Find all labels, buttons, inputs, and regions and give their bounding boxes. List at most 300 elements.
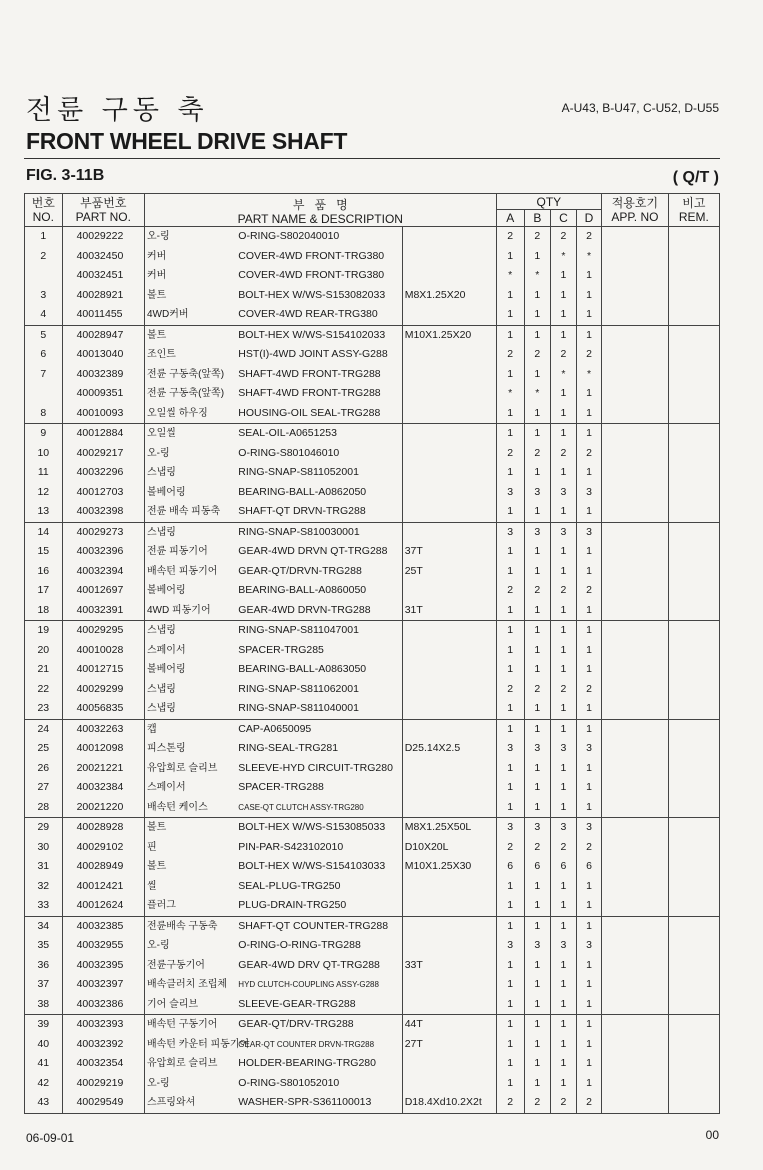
row-qty-d: 1 [576, 305, 601, 325]
row-app-no [602, 305, 669, 325]
row-no: 11 [25, 463, 63, 483]
row-qty-d: 2 [576, 345, 601, 365]
row-spec [402, 641, 496, 661]
row-name-english: PLUG-DRAIN-TRG250 [236, 896, 402, 916]
table-row [25, 621, 720, 641]
row-spec [402, 916, 496, 936]
row-qty-c: 1 [550, 956, 576, 976]
row-part-no: 40012624 [62, 896, 144, 916]
row-qty-a: 1 [496, 956, 524, 976]
col-header-part-name: 부 품 명 PART NAME & DESCRIPTION [144, 194, 496, 227]
row-app-no [602, 247, 669, 267]
page-title-english: FRONT WHEEL DRIVE SHAFT [26, 128, 348, 154]
row-spec: D18.4Xd10.2X2t [402, 1093, 496, 1113]
row-qty-b: 2 [524, 581, 550, 601]
row-no: 32 [25, 877, 63, 897]
row-remark [668, 896, 719, 916]
row-name-korean: 오일씰 [146, 428, 176, 439]
row-remark [668, 660, 719, 680]
row-qty-a: 2 [496, 444, 524, 464]
row-part-no: 40056835 [62, 699, 144, 719]
table-row [25, 581, 720, 601]
table-row [25, 641, 720, 661]
row-remark [668, 838, 719, 858]
row-no: 37 [25, 975, 63, 995]
table-row [25, 759, 720, 779]
row-part-no: 40032393 [62, 1015, 144, 1035]
row-name-korean: 커버 [146, 270, 167, 281]
row-qty-b: 1 [524, 286, 550, 306]
row-qty-d: 1 [576, 896, 601, 916]
row-spec: 27T [402, 1035, 496, 1055]
row-qty-b: 1 [524, 956, 550, 976]
page-title-korean: 전륜 구동 축 [26, 95, 209, 126]
row-qty-a: 1 [496, 305, 524, 325]
table-row [25, 542, 720, 562]
row-no: 25 [25, 739, 63, 759]
row-part-no: 40032392 [62, 1035, 144, 1055]
row-qty-c: 1 [550, 719, 576, 739]
row-part-no: 40032395 [62, 956, 144, 976]
row-spec [402, 502, 496, 522]
row-name-korean: 전륜 피동기어 [146, 546, 208, 557]
row-qty-a: 1 [496, 247, 524, 267]
row-name-korean: 배속턴 구동기어 [146, 1019, 218, 1030]
table-row [25, 778, 720, 798]
row-qty-d: 2 [576, 444, 601, 464]
row-name-english: HOUSING-OIL SEAL-TRG288 [236, 404, 402, 424]
row-spec: M10X1.25X30 [402, 857, 496, 877]
row-qty-d: 1 [576, 325, 601, 345]
model-code: ( Q/T ) [672, 169, 719, 186]
row-qty-b: 3 [524, 483, 550, 503]
row-name-english: HOLDER-BEARING-TRG280 [238, 1057, 376, 1069]
row-part-no: 40032394 [62, 562, 144, 582]
row-remark [668, 483, 719, 503]
row-app-no [602, 1015, 669, 1035]
row-qty-a: 1 [496, 641, 524, 661]
row-name-korean: 배속턴 케이스 [144, 798, 236, 818]
row-qty-b: 1 [524, 601, 550, 621]
row-qty-a: 3 [496, 818, 524, 838]
row-part-no: 40029549 [62, 1093, 144, 1113]
row-qty-a: 3 [496, 936, 524, 956]
row-remark [668, 1074, 719, 1094]
row-qty-a: 1 [496, 404, 524, 424]
row-name-english: PIN-PAR-S423102010 [238, 840, 344, 853]
row-remark [668, 699, 719, 719]
row-name-english: BOLT-HEX W/WS-S153085033 [238, 821, 386, 833]
row-spec [402, 483, 496, 503]
row-no: 42 [25, 1074, 63, 1094]
row-qty-b: 1 [524, 463, 550, 483]
row-name-english: BOLT-HEX W/WS-S153082033 [238, 288, 386, 301]
row-qty-c: * [550, 365, 576, 385]
row-spec: M10X1.25X20 [402, 325, 496, 345]
table-row [25, 601, 720, 621]
row-name-english: O-RING-O-RING-TRG288 [238, 939, 361, 951]
col-header-qty-b: B [524, 210, 550, 227]
row-qty-c: 1 [550, 286, 576, 306]
table-row [25, 444, 720, 464]
row-qty-a: 1 [496, 1015, 524, 1035]
row-name-english: COVER-4WD FRONT-TRG380 [238, 269, 385, 281]
row-qty-a: 2 [496, 345, 524, 365]
row-remark [668, 286, 719, 306]
footer-page: 00 [705, 1128, 719, 1142]
row-qty-a: 1 [496, 365, 524, 385]
row-qty-c: 1 [550, 1035, 576, 1055]
row-app-no [602, 719, 669, 739]
col-header-qty: QTY [496, 194, 601, 210]
row-qty-c: 1 [550, 424, 576, 444]
row-qty-b: 1 [524, 995, 550, 1015]
col-header-app-no: 적용호기 APP. NO [602, 194, 669, 227]
row-remark [668, 1015, 719, 1035]
row-spec [402, 778, 496, 798]
row-spec: 44T [402, 1015, 496, 1035]
row-app-no [602, 995, 669, 1015]
row-app-no [602, 838, 669, 858]
row-spec [402, 680, 496, 700]
row-no: 17 [25, 581, 63, 601]
row-qty-c: 2 [550, 680, 576, 700]
row-qty-d: 2 [576, 227, 601, 247]
row-qty-b: 1 [524, 719, 550, 739]
row-name-english: GEAR-QT/DRVN-TRG288 [238, 564, 362, 577]
row-remark [668, 404, 719, 424]
row-name-korean: 조인트 [146, 349, 176, 360]
row-name-english: SHAFT-4WD FRONT-TRG288 [238, 367, 381, 380]
row-app-no [602, 345, 669, 365]
row-qty-c: 1 [550, 463, 576, 483]
row-spec [402, 936, 496, 956]
row-app-no [602, 759, 669, 779]
table-row [25, 502, 720, 522]
row-name-korean: 플러그 [144, 896, 236, 916]
row-no [25, 266, 63, 286]
row-no: 10 [25, 444, 63, 464]
row-part-no: 40029273 [62, 522, 144, 542]
row-qty-c: 1 [550, 759, 576, 779]
row-qty-a: 1 [496, 916, 524, 936]
row-qty-a: 1 [496, 325, 524, 345]
row-remark [668, 818, 719, 838]
table-row [25, 522, 720, 542]
row-name-english: RING-SNAP-S811047001 [238, 624, 359, 636]
row-qty-d: 1 [576, 1074, 601, 1094]
row-spec: 25T [402, 562, 496, 582]
row-qty-d: 1 [576, 424, 601, 444]
row-name-english: RING-SNAP-S811052001 [238, 466, 359, 478]
row-qty-b: 1 [524, 562, 550, 582]
row-app-no [602, 424, 669, 444]
row-name-korean: 볼트 [146, 289, 167, 301]
row-no: 34 [25, 916, 63, 936]
row-spec [402, 444, 496, 464]
row-app-no [602, 975, 669, 995]
row-name-english: BEARING-BALL-A0862050 [238, 485, 367, 498]
row-name-korean: 유압회로 슬리브 [146, 762, 218, 774]
row-name-korean: 전륜 배속 피동축 [144, 502, 236, 522]
row-part-no: 40029219 [62, 1074, 144, 1094]
row-spec [402, 798, 496, 818]
row-qty-b: 1 [524, 1054, 550, 1074]
row-spec [402, 305, 496, 325]
row-name-korean: 씰 [146, 880, 157, 892]
row-name-korean: 오-링 [146, 447, 170, 459]
row-app-no [602, 522, 669, 542]
row-spec: 31T [402, 601, 496, 621]
row-remark [668, 877, 719, 897]
row-no: 5 [25, 325, 63, 345]
row-qty-a: 2 [496, 1093, 524, 1113]
row-qty-c: 1 [550, 877, 576, 897]
row-no: 36 [25, 956, 63, 976]
row-name-english: BOLT-HEX W/WS-S154102033 [238, 328, 386, 341]
row-qty-c: 1 [550, 641, 576, 661]
row-part-no: 40012697 [62, 581, 144, 601]
row-name-english: SHAFT-4WD FRONT-TRG288 [238, 387, 381, 399]
row-qty-d: 1 [576, 562, 601, 582]
row-no: 3 [25, 286, 63, 306]
table-row [25, 562, 720, 582]
row-part-no: 40032384 [62, 778, 144, 798]
row-app-no [602, 1054, 669, 1074]
row-qty-a: 1 [496, 778, 524, 798]
row-remark [668, 266, 719, 286]
row-name-korean: 배속턴 피동기어 [146, 565, 218, 577]
row-no: 35 [25, 936, 63, 956]
row-name-korean: 스냅링 [146, 467, 176, 478]
row-name-korean: 볼트 [146, 861, 167, 872]
row-app-no [602, 463, 669, 483]
row-part-no: 40012098 [62, 739, 144, 759]
row-part-no: 40010093 [62, 404, 144, 424]
row-qty-d: 1 [576, 956, 601, 976]
row-name-english: SPACER-TRG285 [238, 643, 324, 656]
row-app-no [602, 778, 669, 798]
row-qty-d: * [576, 247, 601, 267]
row-no: 20 [25, 641, 63, 661]
row-name-english: RING-SNAP-S811062001 [238, 682, 359, 695]
row-qty-c: 1 [550, 305, 576, 325]
row-spec [402, 1074, 496, 1094]
row-no: 41 [25, 1054, 63, 1074]
row-qty-b: 1 [524, 247, 550, 267]
row-name-english: GEAR-QT COUNTER DRVN-TRG288 [238, 1039, 375, 1049]
row-qty-c: 1 [550, 896, 576, 916]
row-qty-b: 1 [524, 365, 550, 385]
row-spec [402, 404, 496, 424]
row-name-korean: 커버 [146, 250, 167, 262]
row-qty-d: * [576, 365, 601, 385]
row-qty-b: 1 [524, 975, 550, 995]
row-part-no: 40032389 [62, 365, 144, 385]
row-remark [668, 936, 719, 956]
row-remark [668, 562, 719, 582]
row-app-no [602, 1074, 669, 1094]
row-app-no [602, 444, 669, 464]
row-app-no [602, 365, 669, 385]
row-qty-c: * [550, 247, 576, 267]
row-no: 38 [25, 995, 63, 1015]
row-name-english: HYD CLUTCH-COUPLING ASSY-G288 [238, 980, 379, 989]
row-part-no: 40012884 [62, 424, 144, 444]
row-name-korean: 전륜 구동축(앞쪽) [146, 388, 225, 399]
row-no: 7 [25, 365, 63, 385]
table-row [25, 916, 720, 936]
row-name-english: RING-SNAP-S810030001 [238, 525, 360, 538]
row-app-no [602, 818, 669, 838]
row-qty-d: 1 [576, 916, 601, 936]
row-name-korean: 피스톤링 [146, 743, 186, 754]
row-qty-c: 3 [550, 739, 576, 759]
row-spec [402, 699, 496, 719]
row-name-korean: 오-링 [146, 940, 170, 951]
row-qty-c: 1 [550, 384, 576, 404]
row-remark [668, 424, 719, 444]
footer-date: 06-09-01 [26, 1131, 75, 1145]
row-name-korean: 4WD커버 [144, 305, 236, 325]
row-qty-a: 1 [496, 463, 524, 483]
row-remark [668, 345, 719, 365]
table-row [25, 305, 720, 325]
row-qty-c: 2 [550, 581, 576, 601]
row-qty-b: 1 [524, 798, 550, 818]
parts-table [24, 193, 720, 1114]
row-remark [668, 502, 719, 522]
row-no: 21 [25, 660, 63, 680]
row-remark [668, 581, 719, 601]
row-part-no: 40032296 [62, 463, 144, 483]
table-row [25, 483, 720, 503]
row-qty-b: 1 [524, 916, 550, 936]
row-app-no [602, 739, 669, 759]
row-qty-b: 1 [524, 404, 550, 424]
row-name-korean: 오일씰 하우징 [144, 404, 236, 424]
row-qty-b: 1 [524, 778, 550, 798]
row-remark [668, 444, 719, 464]
table-row [25, 680, 720, 700]
row-part-no: 40013040 [62, 345, 144, 365]
row-remark [668, 305, 719, 325]
row-qty-c: 2 [550, 1093, 576, 1113]
row-qty-b: 1 [524, 896, 550, 916]
row-app-no [602, 325, 669, 345]
table-row [25, 365, 720, 385]
row-qty-c: 1 [550, 542, 576, 562]
row-qty-a: 3 [496, 483, 524, 503]
row-remark [668, 739, 719, 759]
row-part-no: 40029102 [62, 838, 144, 858]
row-qty-a: 1 [496, 1054, 524, 1074]
row-app-no [602, 286, 669, 306]
row-qty-b: 1 [524, 877, 550, 897]
row-part-no: 40032450 [62, 247, 144, 267]
row-remark [668, 601, 719, 621]
row-spec [402, 463, 496, 483]
row-qty-a: 2 [496, 227, 524, 247]
row-spec [402, 759, 496, 779]
row-qty-d: 1 [576, 286, 601, 306]
row-part-no: 40032386 [62, 995, 144, 1015]
row-name-english: SEAL-OIL-A0651253 [238, 427, 337, 439]
row-app-no [602, 542, 669, 562]
table-row [25, 463, 720, 483]
row-remark [668, 719, 719, 739]
row-qty-a: 1 [496, 975, 524, 995]
table-row [25, 266, 720, 286]
row-no: 29 [25, 818, 63, 838]
row-qty-c: 1 [550, 778, 576, 798]
row-remark [668, 621, 719, 641]
row-qty-a: 2 [496, 838, 524, 858]
row-part-no: 20021220 [62, 798, 144, 818]
table-row [25, 995, 720, 1015]
row-spec [402, 266, 496, 286]
row-app-no [602, 562, 669, 582]
row-name-korean: 볼베어링 [146, 585, 186, 596]
row-qty-a: 1 [496, 699, 524, 719]
row-name-english: O-RING-S801052010 [238, 1076, 340, 1089]
row-qty-c: 3 [550, 483, 576, 503]
row-no: 24 [25, 719, 63, 739]
row-name-english: GEAR-QT/DRV-TRG288 [238, 1018, 354, 1030]
row-app-no [602, 936, 669, 956]
row-no: 1 [25, 227, 63, 247]
row-qty-a: 1 [496, 1074, 524, 1094]
table-row [25, 818, 720, 838]
row-app-no [602, 641, 669, 661]
row-qty-d: 1 [576, 877, 601, 897]
row-qty-d: 1 [576, 641, 601, 661]
row-part-no: 40032385 [62, 916, 144, 936]
row-qty-d: 1 [576, 621, 601, 641]
row-name-english: CAP-A0650095 [238, 722, 312, 735]
row-qty-c: 6 [550, 857, 576, 877]
table-row [25, 1074, 720, 1094]
row-qty-d: 1 [576, 1015, 601, 1035]
row-name-korean: 유압회로 슬리브 [146, 1058, 218, 1069]
row-no: 23 [25, 699, 63, 719]
row-qty-d: 1 [576, 798, 601, 818]
row-name-korean: 스냅링 [146, 526, 176, 538]
table-row [25, 936, 720, 956]
row-qty-c: 1 [550, 621, 576, 641]
row-qty-a: 1 [496, 877, 524, 897]
row-qty-d: 2 [576, 680, 601, 700]
row-qty-a: 1 [496, 896, 524, 916]
row-no: 14 [25, 522, 63, 542]
row-qty-d: 1 [576, 1035, 601, 1055]
row-app-no [602, 621, 669, 641]
row-part-no: 40012421 [62, 877, 144, 897]
row-app-no [602, 857, 669, 877]
row-qty-c: 1 [550, 798, 576, 818]
row-name-english: GEAR-4WD DRV QT-TRG288 [238, 958, 380, 971]
row-remark [668, 956, 719, 976]
row-name-english: O-RING-S802040010 [238, 230, 340, 242]
row-part-no: 40012703 [62, 483, 144, 503]
row-spec [402, 227, 496, 247]
row-qty-b: 2 [524, 1093, 550, 1113]
row-qty-a: 2 [496, 581, 524, 601]
row-remark [668, 384, 719, 404]
row-qty-d: 1 [576, 660, 601, 680]
row-name-korean: 오-링 [146, 231, 170, 242]
row-app-no [602, 877, 669, 897]
